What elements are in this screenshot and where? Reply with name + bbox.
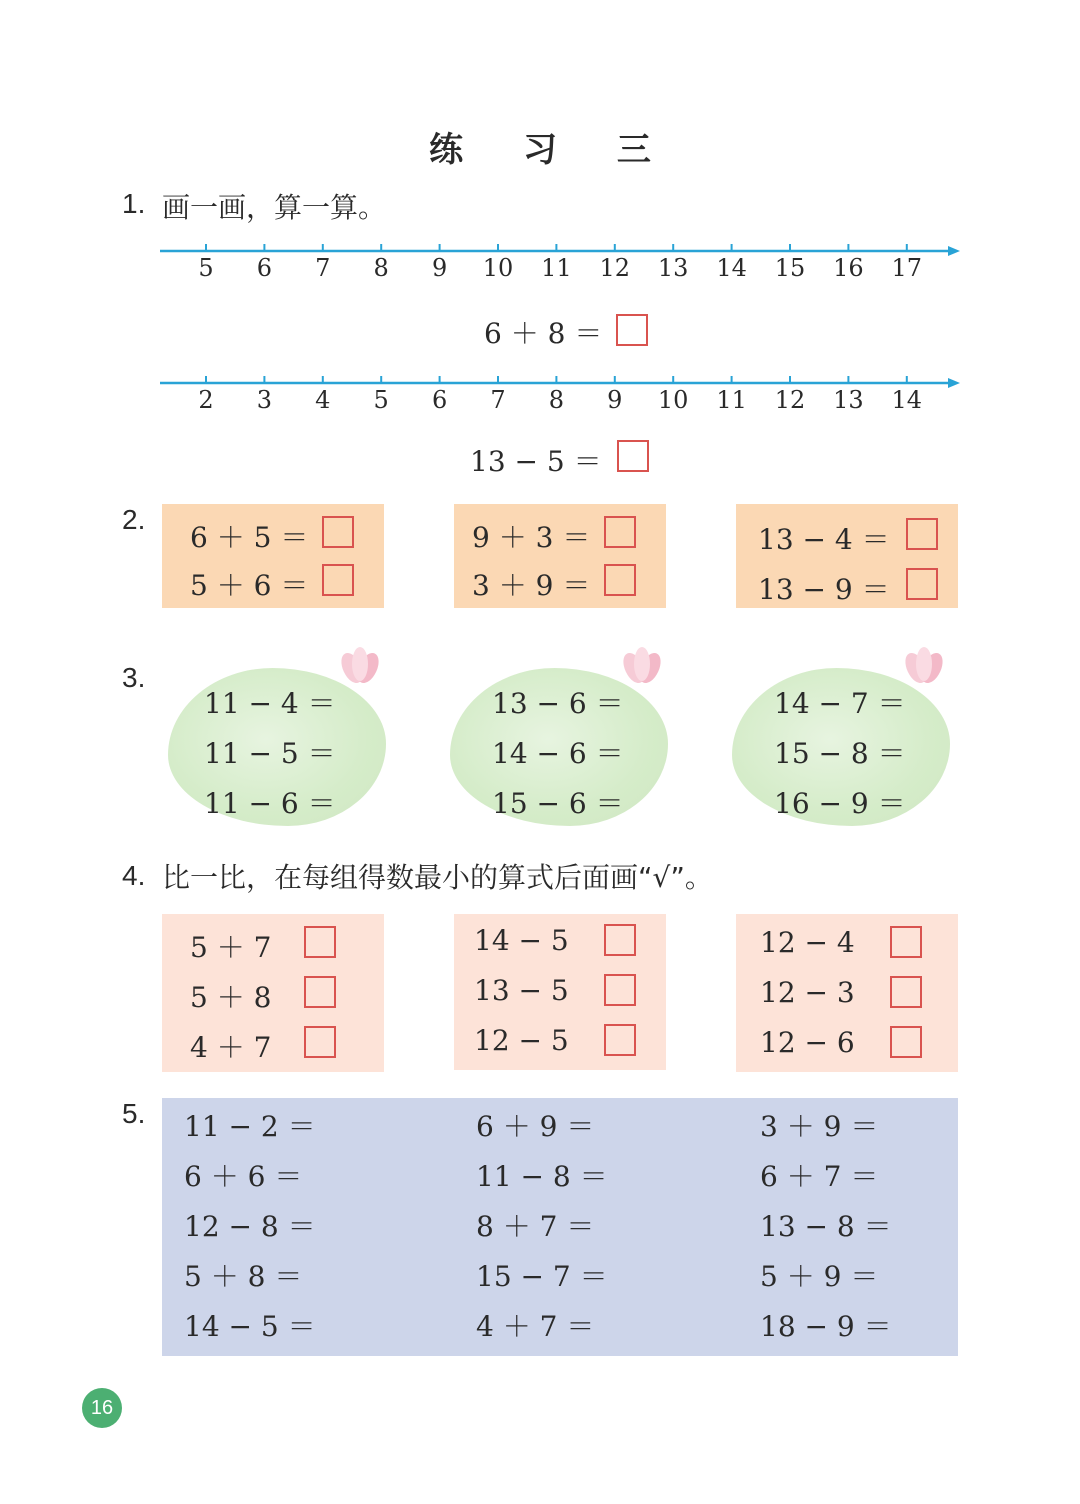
equation: 12 − 8 ＝ xyxy=(184,1210,316,1243)
tick-label: 15 xyxy=(774,254,806,282)
answer-box[interactable] xyxy=(322,516,354,548)
q4-group-2 xyxy=(454,914,666,1070)
q2-number: 2. xyxy=(122,504,146,535)
equation: 13 − 8 ＝ xyxy=(760,1210,892,1243)
equation: 15 − 6 ＝ xyxy=(492,787,624,820)
equation: 4 ＋ 7 ＝ xyxy=(476,1310,595,1343)
answer-box[interactable] xyxy=(906,568,938,600)
check-box[interactable] xyxy=(604,1024,636,1056)
check-box[interactable] xyxy=(604,924,636,956)
equation: 8 ＋ 7 ＝ xyxy=(476,1210,595,1243)
equation: 13 − 6 ＝ xyxy=(492,687,624,720)
tick-label: 7 xyxy=(315,254,331,282)
answer-box[interactable] xyxy=(617,440,649,472)
q5-panel xyxy=(162,1098,958,1356)
q1-equation-1: 6 ＋ 8 ＝ xyxy=(484,317,603,350)
q4-instruction: 比一比，在每组得数最小的算式后面画“√”。 xyxy=(162,861,713,894)
q3-number: 3. xyxy=(122,662,146,693)
equation: 6 ＋ 5 ＝ xyxy=(190,521,309,554)
q1-number: 1. xyxy=(122,188,146,219)
equation: 13 − 4 ＝ xyxy=(758,523,890,556)
equation: 5 ＋ 9 ＝ xyxy=(760,1260,879,1293)
expression: 12 − 3 xyxy=(760,976,855,1009)
q5-number: 5. xyxy=(122,1098,146,1129)
equation: 15 − 7 ＝ xyxy=(476,1260,608,1293)
expression: 5 ＋ 7 xyxy=(190,931,272,964)
equation: 15 − 8 ＝ xyxy=(774,737,906,770)
tick-label: 5 xyxy=(373,386,389,414)
tick-label: 4 xyxy=(315,386,331,414)
equation: 3 ＋ 9 ＝ xyxy=(760,1110,879,1143)
check-box[interactable] xyxy=(304,1026,336,1058)
expression: 12 − 5 xyxy=(474,1024,569,1057)
lotus-flower-icon xyxy=(332,638,388,694)
q4-number: 4. xyxy=(122,860,146,891)
answer-box[interactable] xyxy=(604,516,636,548)
tick-label: 17 xyxy=(891,254,923,282)
tick-label: 12 xyxy=(599,254,631,282)
equation: 5 ＋ 8 ＝ xyxy=(184,1260,303,1293)
expression: 13 − 5 xyxy=(474,974,569,1007)
equation: 3 ＋ 9 ＝ xyxy=(472,569,591,602)
q2-group-3 xyxy=(736,504,958,608)
page-title: 练 习 三 xyxy=(429,130,675,170)
number-line-1 xyxy=(160,238,960,308)
q5-column-1 xyxy=(184,1102,316,1352)
answer-box[interactable] xyxy=(616,314,648,346)
equation: 14 − 7 ＝ xyxy=(774,687,906,720)
q2-group-1 xyxy=(162,504,384,608)
equation: 14 − 6 ＝ xyxy=(492,737,624,770)
answer-box[interactable] xyxy=(322,564,354,596)
tick-label: 13 xyxy=(833,386,864,414)
tick-label: 2 xyxy=(198,386,214,414)
tick-label: 10 xyxy=(482,254,514,282)
equation: 14 − 5 ＝ xyxy=(184,1310,316,1343)
check-box[interactable] xyxy=(890,1026,922,1058)
q2-group-2 xyxy=(454,504,666,608)
expression: 12 − 6 xyxy=(760,1026,855,1059)
tick-label: 6 xyxy=(256,254,273,282)
tick-label: 14 xyxy=(891,386,923,414)
equation: 11 − 2 ＝ xyxy=(184,1110,316,1143)
tick-label: 7 xyxy=(490,386,506,414)
q1-equation-2: 13 − 5 ＝ xyxy=(470,445,602,478)
answer-box[interactable] xyxy=(906,518,938,550)
tick-label: 9 xyxy=(431,254,448,282)
check-box[interactable] xyxy=(890,926,922,958)
expression: 5 ＋ 8 xyxy=(190,981,272,1014)
equation: 9 ＋ 3 ＝ xyxy=(472,521,591,554)
equation: 16 − 9 ＝ xyxy=(774,787,906,820)
equation: 11 − 6 ＝ xyxy=(204,787,336,820)
check-box[interactable] xyxy=(304,926,336,958)
q4-group-1 xyxy=(162,914,384,1072)
equation: 13 − 9 ＝ xyxy=(758,573,890,606)
expression: 4 ＋ 7 xyxy=(190,1031,272,1064)
equation: 18 − 9 ＝ xyxy=(760,1310,892,1343)
q5-column-3 xyxy=(760,1102,892,1352)
answer-box[interactable] xyxy=(604,564,636,596)
equation: 11 − 4 ＝ xyxy=(204,687,336,720)
equation: 6 ＋ 7 ＝ xyxy=(760,1160,879,1193)
check-box[interactable] xyxy=(304,976,336,1008)
expression: 14 − 5 xyxy=(474,924,569,957)
tick-label: 3 xyxy=(256,386,273,414)
tick-label: 8 xyxy=(373,254,389,282)
equation: 6 ＋ 6 ＝ xyxy=(184,1160,303,1193)
q4-group-3 xyxy=(736,914,958,1072)
tick-label: 9 xyxy=(607,386,623,414)
equation: 11 − 8 ＝ xyxy=(476,1160,608,1193)
tick-label: 8 xyxy=(548,386,565,414)
q1-instruction: 画一画，算一算。 xyxy=(162,191,387,224)
tick-label: 11 xyxy=(541,254,572,282)
tick-label: 10 xyxy=(657,386,689,414)
expression: 12 − 4 xyxy=(760,926,855,959)
check-box[interactable] xyxy=(890,976,922,1008)
equation: 6 ＋ 9 ＝ xyxy=(476,1110,595,1143)
check-box[interactable] xyxy=(604,974,636,1006)
tick-label: 11 xyxy=(716,386,747,414)
tick-label: 5 xyxy=(198,254,214,282)
page-number-badge: 16 xyxy=(82,1388,122,1428)
equation: 5 ＋ 6 ＝ xyxy=(190,569,309,602)
tick-label: 14 xyxy=(716,254,747,282)
equation: 11 − 5 ＝ xyxy=(204,737,336,770)
tick-label: 12 xyxy=(774,386,806,414)
number-line-2 xyxy=(160,370,960,440)
tick-label: 13 xyxy=(657,254,689,282)
q5-column-2 xyxy=(476,1102,608,1352)
tick-label: 6 xyxy=(431,386,448,414)
tick-label: 16 xyxy=(833,254,864,282)
